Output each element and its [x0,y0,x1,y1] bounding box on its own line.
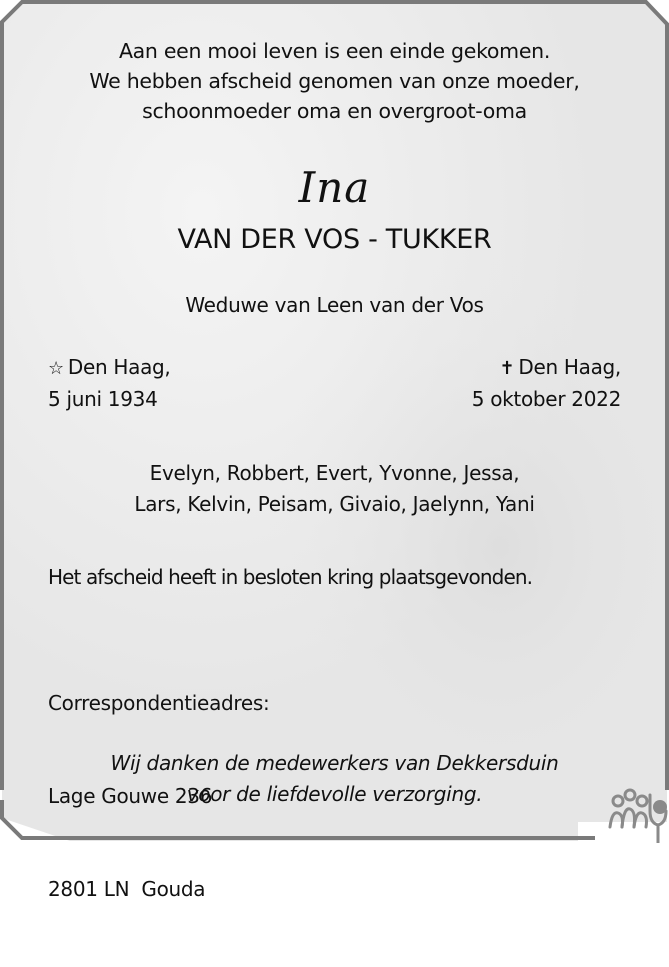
farewell-text: Het afscheid heeft in besloten kring plaatsgevonden. [48,565,533,589]
family-line: Lars, Kelvin, Peisam, Givaio, Jaelynn, Yani [134,492,535,516]
thanks-line: voor de liefdevolle verzorging. [186,782,483,806]
thanks-text [0,748,669,810]
death-date: 5 oktober 2022 [471,387,621,411]
first-name: Ina [298,163,371,212]
birth-place: Den Haag, [67,355,171,379]
family-line: Evelyn, Robbert, Evert, Yvonne, Jessa, [149,461,520,485]
family-names [0,458,669,520]
intro-line: We hebben afscheid genomen van onze moeder, [89,69,580,93]
intro-line: schoonmoeder oma en overgroot-oma [142,99,527,123]
birth-date: 5 juni 1934 [48,387,158,411]
address-street: Lage Gouwe 236 [48,784,213,808]
star-outline-icon: ☆ [48,358,64,379]
intro-line: Aan een mooi leven is een einde gekomen. [118,39,551,63]
death-info [472,352,621,414]
surname: VAN DER VOS - TUKKER [177,224,492,255]
family-logo-icon [606,785,669,843]
address-label: Correspondentieadres: [48,691,270,715]
intro-text [0,36,669,126]
widow-of: Weduwe van Leen van der Vos [185,293,484,317]
cross-icon: ✝ [499,358,515,379]
address-city: 2801 LN Gouda [48,877,206,901]
thanks-line: Wij danken de medewerkers van Dekkersduin [110,751,559,775]
birth-info [48,352,171,414]
death-place: Den Haag, [518,355,621,379]
